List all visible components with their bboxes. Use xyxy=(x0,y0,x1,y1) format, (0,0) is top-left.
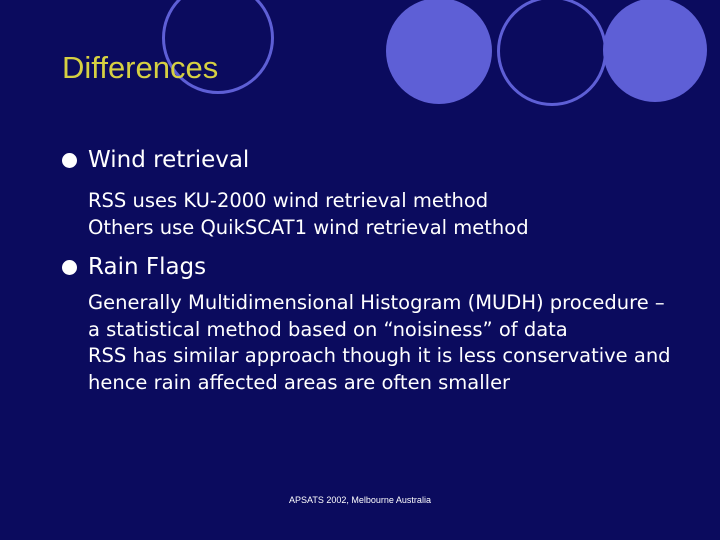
slide-footer: APSATS 2002, Melbourne Australia xyxy=(289,495,431,505)
sub-item: Generally Multidimensional Histogram (MUDH) procedure – a statistical method based on “noisiness” of data xyxy=(88,291,665,341)
decor-circle-filled-1 xyxy=(386,0,492,104)
sub-list-rain-flags xyxy=(88,290,678,396)
decor-circle-filled-2 xyxy=(603,0,707,102)
decor-circle-outline-2 xyxy=(497,0,607,106)
bullet-rain-flags xyxy=(62,254,206,280)
sub-item: RSS has similar approach though it is less conservative and hence rain affected areas are often smaller xyxy=(88,344,671,394)
bullet-heading: Rain Flags xyxy=(88,254,207,280)
bullet-heading: Wind retrieval xyxy=(88,147,250,173)
sub-item: Others use QuikSCAT1 wind retrieval method xyxy=(88,215,529,239)
bullet-dot-icon xyxy=(62,260,77,275)
bullet-dot-icon xyxy=(62,153,77,168)
slide-title: Differences xyxy=(62,50,219,85)
sub-list-wind-retrieval xyxy=(88,188,678,241)
bullet-wind-retrieval xyxy=(62,147,249,173)
sub-item: RSS uses KU-2000 wind retrieval method xyxy=(88,189,489,212)
